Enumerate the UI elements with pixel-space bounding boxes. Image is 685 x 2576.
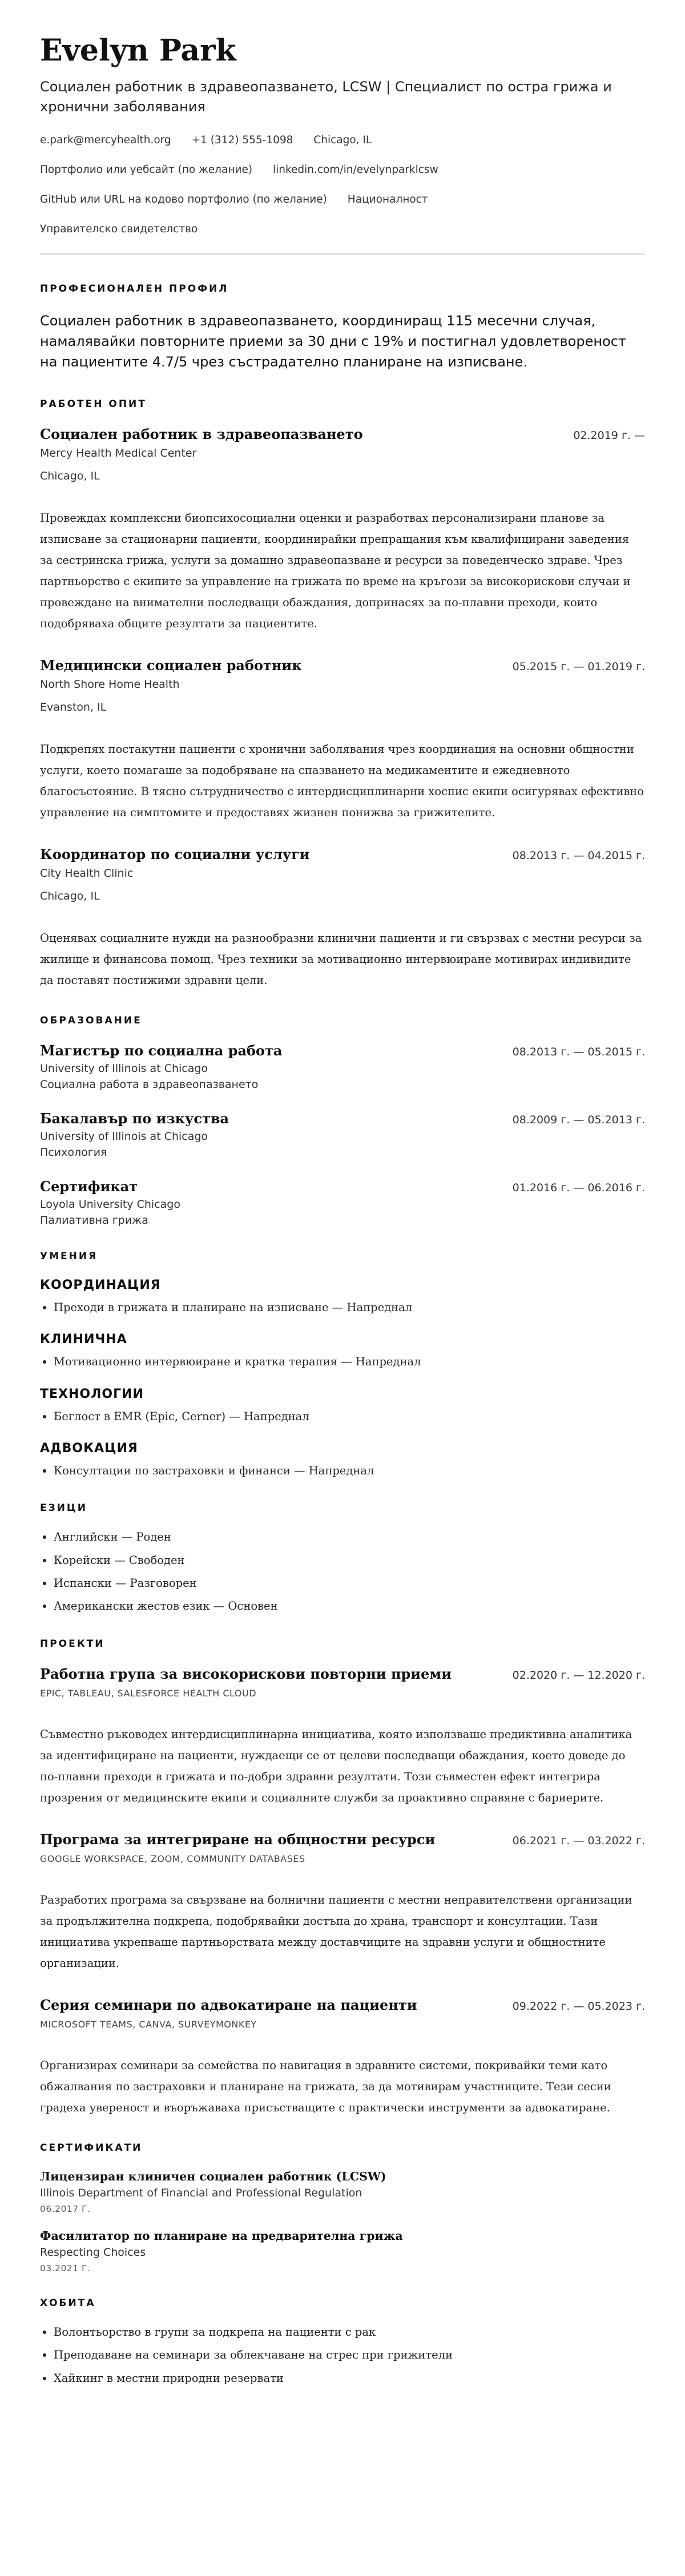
- project-tech: MICROSOFT TEAMS, CANVA, SURVEYMONKEY: [40, 2019, 257, 2030]
- employer: City Health Clinic: [40, 867, 134, 880]
- certification-entry: [40, 2229, 645, 2273]
- skill-item: • Консултации по застраховки и финанси — Напреднал: [54, 1464, 645, 1478]
- certification-name: Лицензиран клиничен социален работник (LCSW): [40, 2170, 386, 2184]
- job-location: Chicago, IL: [40, 469, 100, 482]
- contact-row: [40, 164, 645, 176]
- hobby-item: • Преподаване на семинари за облекчаване на стрес при грижители: [54, 2348, 645, 2363]
- job-location: Evanston, IL: [40, 700, 107, 713]
- section-title: УМЕНИЯ: [40, 1251, 98, 1263]
- contact-phone[interactable]: +1 (312) 555-1098: [191, 134, 293, 146]
- field-of-study: Палиативна грижа: [40, 1214, 148, 1227]
- field-of-study: Психология: [40, 1146, 107, 1159]
- contact-portfolio[interactable]: Портфолио или уебсайт (по желание): [40, 163, 253, 176]
- section-title: РАБОТЕН ОПИТ: [40, 398, 147, 410]
- project-name: Серия семинари по адвокатиране на пациенти: [40, 1997, 417, 2014]
- certification-entry: [40, 2170, 645, 2214]
- education-entry: [40, 1178, 645, 1227]
- entry-header: [40, 426, 645, 442]
- education-entry: [40, 1042, 645, 1091]
- contact-email[interactable]: e.park@mercyhealth.org: [40, 134, 171, 146]
- language-item: • Корейски — Свободен: [54, 1553, 645, 1568]
- section-title: ПРОЕКТИ: [40, 1638, 105, 1650]
- school-name: Loyola University Chicago: [40, 1198, 180, 1211]
- project-entry: [40, 1666, 645, 1808]
- job-description: Провеждах комплексни биопсихосоциални оценки и разработвах персонализирани планове за изписване за стационарни пациенти, координирайки препращания към квалифицирани заведения за сестринска грижа, услуги за домашно здравеопазване и ресурси за поведенческо здраве. Чрез партньорство с екипите за управление на грижата по време на кръгози за високорискови случаи и провеждане на внимателни последващи обаждания, допринасях за по-плавни преходи, които подобряваха общите резултати за пациентите.: [40, 511, 631, 630]
- employer: North Shore Home Health: [40, 678, 180, 691]
- project-dates: 06.2021 г. — 03.2022 г.: [512, 1834, 645, 1847]
- profile-summary: Социален работник в здравеопазването, координиращ 115 месечни случая, намалявайки повторните приеми за 30 дни с 19% и постигнал удовлетвореност на пациентите 4.7/5 чрез състрадателно планиране на изписване.: [40, 312, 626, 370]
- contact-nationality: Националност: [347, 193, 428, 206]
- section-title: ЕЗИЦИ: [40, 1502, 87, 1514]
- project-dates: 02.2020 г. — 12.2020 г.: [512, 1668, 645, 1682]
- education-dates: 08.2009 г. — 05.2013 г.: [512, 1114, 645, 1127]
- candidate-name: Evelyn Park: [40, 33, 236, 68]
- language-item: • Испански — Разговорен: [54, 1576, 645, 1591]
- skill-list: [40, 1300, 645, 1315]
- hobbies-section: [40, 2297, 645, 2386]
- languages-section: [40, 1502, 645, 1614]
- entry-header: [40, 1110, 645, 1127]
- education-entry: [40, 1110, 645, 1159]
- job-location: Chicago, IL: [40, 890, 100, 902]
- skills-section: [40, 1251, 645, 1478]
- section-title: ХОБИТА: [40, 2297, 96, 2309]
- section-title: СЕРТИФИКАТИ: [40, 2142, 143, 2154]
- project-description: Съвместно ръководех интердисциплинарна инициатива, която използваше предиктивна аналитика за идентифициране на пациенти, нуждаещи се от целеви последващи обаждания, което доведе до по-плавни преходи в грижата и по-добри здравни резултати. Този съвместен ефект интегрира прозрения от медицинските екипи и социалните служби за проактивно справяне с бариерите.: [40, 1727, 632, 1804]
- skill-list: [40, 1409, 645, 1424]
- experience-entry: [40, 657, 645, 823]
- projects-section: [40, 1638, 645, 2119]
- entry-header: [40, 1178, 645, 1195]
- contact-row: [40, 223, 645, 236]
- contact-license: Управителско свидетелство: [40, 223, 198, 236]
- school-name: University of Illinois at Chicago: [40, 1130, 208, 1143]
- contact-row: [40, 134, 645, 147]
- education-dates: 08.2013 г. — 05.2015 г.: [512, 1046, 645, 1059]
- skill-item: • Мотивационно интервюиране и кратка терапия — Напреднал: [54, 1354, 645, 1369]
- language-list: [40, 1530, 645, 1614]
- job-title: Социален работник в здравеопазването: [40, 425, 363, 442]
- language-item: • Английски — Роден: [54, 1530, 645, 1545]
- hobby-list: [40, 2325, 645, 2386]
- job-description: Подкрепях постакутни пациенти с хронични заболявания чрез координация на основни общностни услуги, което помагаше за подобряване на спазването на медикаментите и ежедневното благосъстояние. В тясно сътрудничество с интердисциплинарни хоспис екипи осигурявах ефективно управление на симптомите и предоставях жизнен понижва за грижителите.: [40, 742, 644, 819]
- entry-header: [40, 1666, 645, 1682]
- contact-github[interactable]: GitHub или URL на кодово портфолио (по желание): [40, 193, 327, 206]
- profile-section: [40, 283, 645, 372]
- skill-category: КЛИНИЧНА: [40, 1332, 127, 1347]
- certifications-section: [40, 2142, 645, 2273]
- project-description: Организирах семинари за семейства по навигация в здравните системи, покривайки теми като обжалвания по застраховки и планиране на грижата, за да мотивирам участниците. Тези сесии градеха увереност и въоръжаваха присъстващите с практически инструменти за адвокатиране.: [40, 2059, 611, 2115]
- project-dates: 09.2022 г. — 05.2023 г.: [512, 2000, 645, 2013]
- job-title: Медицински социален работник: [40, 656, 302, 674]
- hobby-item: • Хайкинг в местни природни резервати: [54, 2371, 645, 2386]
- employer: Mercy Health Medical Center: [40, 446, 197, 459]
- project-tech: GOOGLE WORKSPACE, ZOOM, COMMUNITY DATABASES: [40, 1853, 305, 1864]
- hobby-item: • Волонтьорство в групи за подкрепа на пациенти с рак: [54, 2325, 645, 2340]
- skill-category: КООРДИНАЦИЯ: [40, 1278, 161, 1293]
- school-name: University of Illinois at Chicago: [40, 1062, 208, 1075]
- experience-section: [40, 398, 645, 991]
- contact-location: Chicago, IL: [313, 134, 372, 146]
- resume-header: [40, 34, 645, 236]
- entry-header: [40, 1042, 645, 1059]
- education-dates: 01.2016 г. — 06.2016 г.: [512, 1182, 645, 1195]
- skill-category: АДВОКАЦИЯ: [40, 1441, 138, 1456]
- job-dates: 02.2019 г. —: [573, 429, 645, 442]
- education-section: [40, 1015, 645, 1227]
- contact-linkedin[interactable]: linkedin.com/in/evelynparklcsw: [272, 163, 438, 176]
- job-title: Координатор по социални услуги: [40, 846, 310, 862]
- entry-header: [40, 846, 645, 862]
- skill-item: • Преходи в грижата и планиране на изписване — Напреднал: [54, 1300, 645, 1315]
- language-item: • Американски жестов език — Основен: [54, 1599, 645, 1614]
- project-entry: [40, 1831, 645, 1974]
- degree-title: Магистър по социална работа: [40, 1042, 283, 1059]
- project-name: Програма за интегриране на общностни ресурси: [40, 1831, 436, 1848]
- skill-item: • Беглост в EMR (Epic, Cerner) — Напреднал: [54, 1409, 645, 1424]
- skill-category: ТЕХНОЛОГИИ: [40, 1386, 144, 1401]
- project-entry: [40, 1997, 645, 2118]
- certification-issuer: Respecting Choices: [40, 2246, 146, 2259]
- project-tech: EPIC, TABLEAU, SALESFORCE HEALTH CLOUD: [40, 1687, 257, 1699]
- certification-date: 03.2021 Г.: [40, 2263, 91, 2274]
- skill-list: [40, 1354, 645, 1369]
- section-title: ПРОФЕСИОНАЛЕН ПРОФИЛ: [40, 283, 229, 295]
- degree-title: Бакалавър по изкуства: [40, 1110, 229, 1127]
- certification-date: 06.2017 Г.: [40, 2204, 91, 2215]
- entry-header: [40, 657, 645, 674]
- job-dates: 05.2015 г. — 01.2019 г.: [512, 660, 645, 673]
- entry-header: [40, 1997, 645, 2013]
- project-name: Работна група за високорискови повторни приеми: [40, 1665, 452, 1682]
- job-description: Оценявах социалните нужди на разнообразни клинични пациенти и ги свързвах с местни ресурси за жилище и финансова помощ. Чрез техники за мотивационно интервюиране мотивирах индивидите да поставят постижими здравни цели.: [40, 932, 642, 987]
- section-title: ОБРАЗОВАНИЕ: [40, 1015, 142, 1027]
- candidate-headline: Социален работник в здравеопазването, LCSW | Специалист по остра грижа и хронични заболявания: [40, 79, 612, 115]
- experience-entry: [40, 846, 645, 991]
- certification-name: Фасилитатор по планиране на предварителна грижа: [40, 2229, 403, 2243]
- experience-entry: [40, 426, 645, 634]
- job-dates: 08.2013 г. — 04.2015 г.: [512, 849, 645, 862]
- field-of-study: Социална работа в здравеопазването: [40, 1078, 259, 1091]
- contact-row: [40, 193, 645, 206]
- degree-title: Сертификат: [40, 1178, 138, 1195]
- certification-issuer: Illinois Department of Financial and Professional Regulation: [40, 2187, 362, 2200]
- project-description: Разработих програма за свързване на болнични пациенти с местни неправителствени организации за продължителна подкрепа, подобрявайки достъпа до храна, транспорт и консултации. Тази инициатива укрепваше партньорствата между доставчиците на здравни услуги и общностните организации.: [40, 1893, 632, 1970]
- skill-list: [40, 1464, 645, 1478]
- header-divider: [40, 253, 645, 255]
- entry-header: [40, 1831, 645, 1848]
